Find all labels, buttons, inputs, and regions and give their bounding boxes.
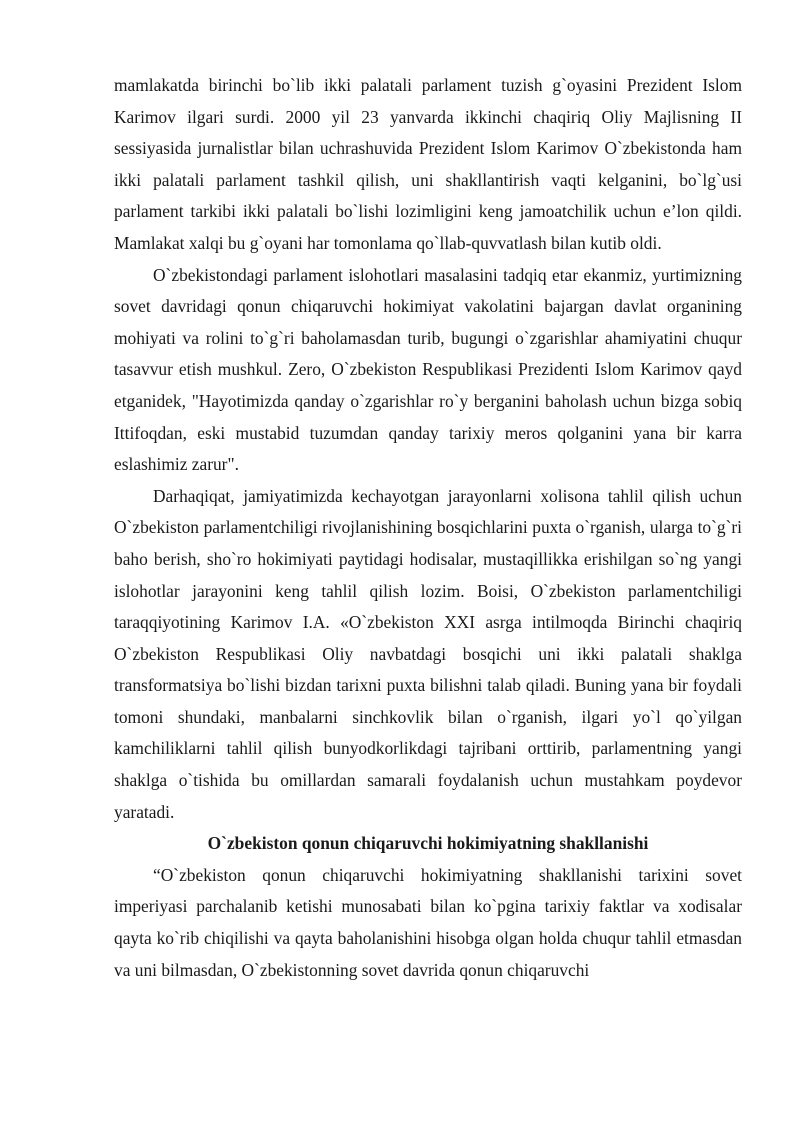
paragraph-section-start: “O`zbekiston qonun chiqaruvchi hokimiyatning shakllanishi tarixini sovet imperiyasi parchalanib ketishi munosabati bilan ko`pgina tarixiy faktlar va xodisalar qayta ko`rib chiqilishi va qayta baholanishini hisobga olgan holda chuqur tahlil etmasdan va uni bilmasdan, O`zbekistonning sovet davrida qonun chiqaruvchi: [114, 864, 742, 980]
paragraph-parliament-reforms: O`zbekistondagi parlament islohotlari masalasini tadqiq etar ekanmiz, yurtimizning sovet davridagi qonun chiqaruvchi hokimiyat vakolatini bajargan davlat organining mohiyati va rolini to`g`ri baholamasdan turib, bugungi o`zgarishlar ahamiyatini chuqur tasavvur etish mushkul. Zero, O`zbekiston Respublikasi Prezidenti Islom Karimov qayd etganidek, "Hayotimizda qanday o`zgarishlar ro`y berganini baholash uchun bizga sobiq Ittifoqdan, eski mustabid tuzumdan qanday tarixiy meros qolganini yana bir karra eslashimiz zarur".: [114, 264, 742, 475]
document-page: [114, 70, 742, 986]
paragraph-continued: mamlakatda birinchi bo`lib ikki palatali parlament tuzish g`oyasini Prezident Islom Karimov ilgari surdi. 2000 yil 23 yanvarda ikkinchi chaqiriq Oliy Majlisning II sessiyasida jurnalistlar bilan uchrashuvida Prezident Islom Karimov O`zbekistonda ham ikki palatali parlament tashkil qilish, uni shakllantirish vaqti kelganini, bo`lg`usi parlament tarkibi ikki palatali bo`lishi lozimligini keng jamoatchilik uchun e’lon qildi. Mamlakat xalqi bu g`oyani har tomonlama qo`llab-quvvatlash bilan kutib oldi.: [114, 75, 742, 253]
section-heading: O`zbekiston qonun chiqaruvchi hokimiyatning shakllanishi: [207, 833, 649, 854]
paragraph-analysis: Darhaqiqat, jamiyatimizda kechayotgan jarayonlarni xolisona tahlil qilish uchun O`zbekiston parlamentchiligi rivojlanishining bosqichlarini puxta o`rganish, ularga to`g`ri baho berish, sho`ro hokimiyati paytidagi hodisalar, mustaqillikka erishilgan so`ng yangi islohotlar jarayonini keng tahlil qilish lozim. Boisi, O`zbekiston parlamentchiligi taraqqiyotining Karimov I.A. «O`zbekiston XXI asrga intilmoqda Birinchi chaqiriq O`zbekiston Respublikasi Oliy navbatdagi bosqichi uni ikki palatali shaklga transformatsiya bo`lishi bizdan tarixni puxta bilishni talab qiladi. Buning yana bir foydali tomoni shundaki, manbalarni sinchkovlik bilan o`rganish, ilgari yo`l qo`yilgan kamchiliklarni tahlil qilish bunyodkorlikdagi tajribani orttirib, parlamentning yangi shaklga o`tishida bu omillardan samarali foydalanish uchun mustahkam poydevor yaratadi.: [114, 485, 742, 822]
